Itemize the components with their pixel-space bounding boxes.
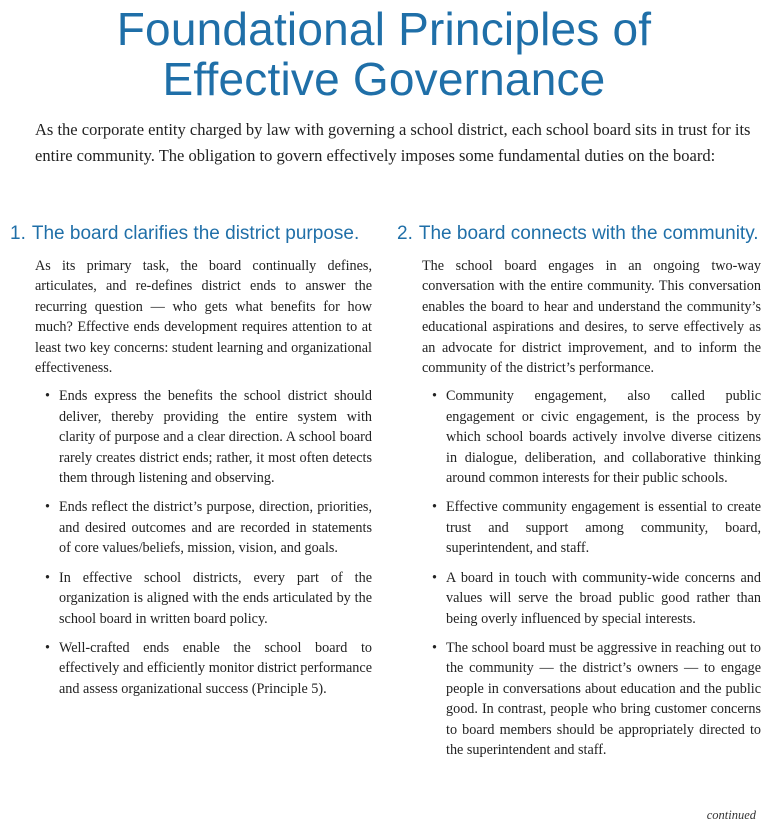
bullet-icon: • (432, 499, 437, 516)
list-item (45, 638, 372, 699)
list-item-text: Ends express the benefits the school district should deliver, thereby providing the entire system with clarity of purpose and a clear direction. A school board rarely creates district ends; rather, it most often detects them through listening and observing. (59, 388, 372, 487)
principle-2-lead: The school board engages in an ongoing two-way conversation with the entire community. This conversation enables the board to hear and understand the community’s educational aspirations and desires, to serve effectively as an advocate for district improvement, and to inform the community of the district’s performance. (422, 258, 761, 377)
bullet-icon: • (45, 639, 50, 656)
bullet-icon: • (432, 388, 437, 405)
list-item (45, 386, 372, 488)
list-item-text: Community engagement, also called public engagement or civic engagement, is the process by which school boards actively involve diverse citizens in dialogue, deliberation, and collaborative thinking around common interests for their public schools. (446, 388, 761, 487)
list-item-text: In effective school districts, every part of the organization is aligned with the ends articulated by the school board in written board policy. (59, 569, 372, 627)
principle-1-column (10, 222, 372, 708)
bullet-icon: • (432, 639, 437, 656)
principle-2-number: 2. (397, 223, 413, 244)
bullet-icon: • (45, 499, 50, 516)
principle-1-number: 1. (10, 223, 26, 244)
list-item (432, 568, 761, 629)
list-item (432, 497, 761, 558)
page-title (0, 4, 768, 104)
intro-paragraph: As the corporate entity charged by law with governing a school district, each school board sits in trust for its entire community. The obligation to govern effectively imposes some fundamental duties on the board: (35, 120, 751, 165)
continued-label: continued (706, 808, 756, 822)
list-item-text: A board in touch with community-wide concerns and values will serve the broad public good rather than being overly influenced by special interests. (446, 569, 761, 627)
page-title-line-1: Foundational Principles of (116, 3, 652, 55)
principle-1-lead: As its primary task, the board continually defines, articulates, and re-defines district ends to answer the recurring question — who gets what benefits for how much? Effective ends development requires attention to at least two key concerns: student learning and organizational effectiveness. (35, 258, 372, 377)
principle-2-column (397, 222, 761, 769)
bullet-icon: • (45, 388, 50, 405)
list-item-text: The school board must be aggressive in reaching out to the community — the district’s owners — to engage people in conversations about education and the public good. In contrast, people who bring customer concerns to board members should be appropriately directed to the superintendent and staff. (446, 639, 761, 758)
list-item-text: Ends reflect the district’s purpose, direction, priorities, and desired outcomes and are recorded in statements of core values/beliefs, mission, vision, and goals. (59, 499, 372, 557)
bullet-icon: • (432, 569, 437, 586)
list-item-text: Well-crafted ends enable the school board to effectively and efficiently monitor district performance and assess organizational success (Principle 5). (59, 639, 372, 697)
list-item (45, 568, 372, 629)
principle-2-heading-text: The board connects with the community. (418, 223, 759, 244)
principle-2-heading (397, 222, 761, 246)
list-item (432, 386, 761, 488)
principle-1-heading-text: The board clarifies the district purpose. (31, 223, 360, 244)
principle-1-heading (10, 222, 372, 246)
list-item-text: Effective community engagement is essential to create trust and support among community, board, superintendent, and staff. (446, 499, 761, 557)
list-item (432, 638, 761, 760)
principle-2-bullet-list (397, 386, 761, 760)
page-title-line-2: Effective Governance (162, 53, 606, 105)
bullet-icon: • (45, 569, 50, 586)
list-item (45, 497, 372, 558)
principle-1-bullet-list (10, 386, 372, 699)
